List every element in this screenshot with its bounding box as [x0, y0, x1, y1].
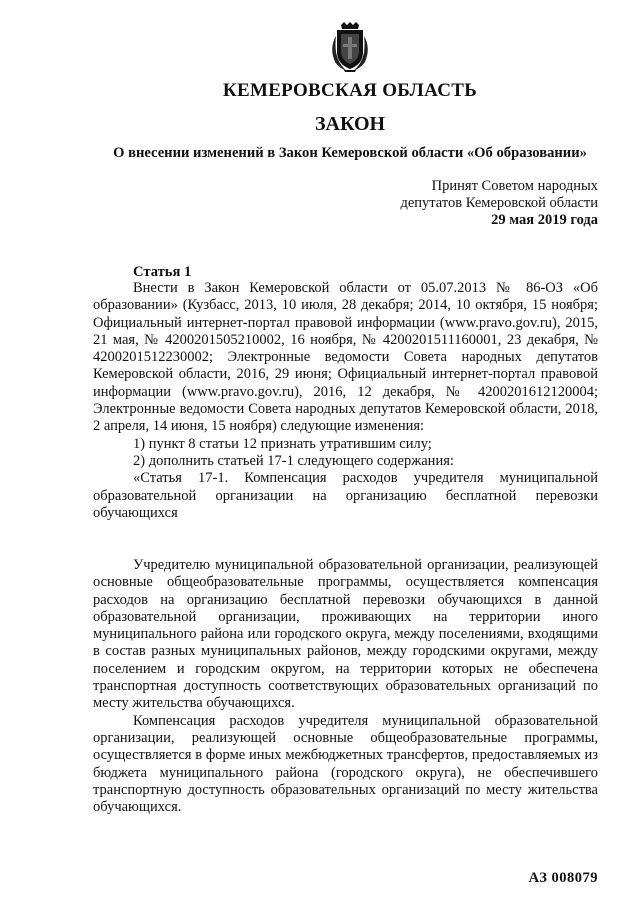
- law-subject-title: О внесении изменений в Закон Кемеровской области «Об образовании»: [113, 145, 587, 161]
- amendment-item-2: 2) дополнить статьей 17-1 следующего содержания:: [133, 452, 454, 469]
- new-article-paragraph-1: Учредителю муниципальной образовательной организации, реализующей основные общеобразовательные программы, осуществляется компенсация расходов на организацию бесплатной перевозки обучающихся в данной образовательной организации, проживающих на территории иного муниципального района или городского округа, между поселениями, входящими в состав разных муниципальных районов, между городскими округами, между поселением и городским округом, на территории которых не обеспечена транспортная доступность соответствующих образовательных организаций по месту жительства обучающихся.: [93, 557, 598, 712]
- article-heading: Статья 1: [133, 264, 192, 280]
- adoption-block: [400, 178, 598, 229]
- article-body: [93, 280, 598, 522]
- region-title: КЕМЕРОВСКАЯ ОБЛАСТЬ: [222, 80, 478, 101]
- new-article-body: [93, 557, 598, 816]
- new-article-title: «Статья 17-1. Компенсация расходов учредителя муниципальной образовательной организации на организацию бесплатной перевозки обучающихся: [93, 470, 598, 521]
- adoption-line-1: Принят Советом народных: [431, 178, 598, 194]
- amendment-item-1: 1) пункт 8 статьи 12 признать утратившим силу;: [133, 435, 432, 452]
- adoption-date: 29 мая 2019 года: [491, 212, 598, 228]
- new-article-paragraph-2: Компенсация расходов учредителя муниципальной образовательной организации, реализующей основные общеобразовательные программы, осуществляется в форме иных межбюджетных трансфертов, предоставляемых из бюджета муниципального района (городского округа), не обеспечившего транспортную доступность образовательных организаций по месту жительства обучающихся.: [93, 712, 598, 816]
- article-intro-paragraph: Внести в Закон Кемеровской области от 05.07.2013 № 86-ОЗ «Об образовании» (Кузбасс, 2013, 10 июля, 28 декабря; 2014, 10 октября, 15 ноября; Официальный интернет-портал правовой информации (www.pravo.gov.ru), 2015, 21 мая, № 4200201505210002, 16 ноября, № 4200201511160001, 23 декабря, № 4200201512230002; Электронные ведомости Совета народных депутатов Кемеровской области, 2016, 29 июня; Официальный интернет-портал правовой информации (www.pravo.gov.ru), 2016, 12 декабря, № 4200201612120004; Электронные ведомости Совета народных депутатов Кемеровской области, 2018, 2 апреля, 14 июня, 15 ноября) следующие изменения:: [93, 280, 598, 435]
- coat-of-arms-icon: [327, 22, 373, 72]
- form-number: АЗ 008079: [528, 870, 598, 886]
- document-type-title: ЗАКОН: [314, 113, 386, 135]
- adoption-line-2: депутатов Кемеровской области: [400, 195, 598, 211]
